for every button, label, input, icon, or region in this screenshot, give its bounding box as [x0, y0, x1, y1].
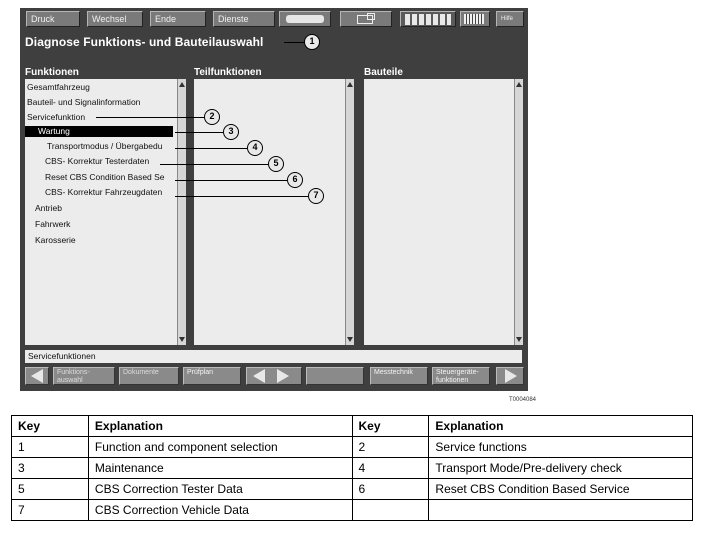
- functions-header: Funktionen: [25, 67, 79, 78]
- measurement-button[interactable]: Messtechnik: [370, 367, 428, 385]
- signal-strength-button[interactable]: [400, 11, 456, 27]
- table-cell: 1: [12, 437, 89, 458]
- scroll-up-icon[interactable]: [179, 82, 185, 87]
- legend-table: [11, 415, 693, 521]
- table-header-cell: Explanation: [429, 416, 693, 437]
- test-plan-button[interactable]: Prüfplan: [183, 367, 241, 385]
- subfunctions-header: Teilfunktionen: [194, 67, 262, 78]
- list-item[interactable]: Reset CBS Condition Based Se: [45, 172, 165, 182]
- services-button[interactable]: Dienste: [213, 11, 275, 27]
- scroll-up-icon[interactable]: [516, 82, 522, 87]
- callout-5: 5: [268, 156, 284, 172]
- table-cell: 7: [12, 500, 89, 521]
- scroll-down-icon[interactable]: [179, 337, 185, 342]
- battery-icon: [286, 15, 324, 23]
- table-cell: [429, 500, 693, 521]
- callout-7: 7: [308, 188, 324, 204]
- table-cell: Transport Mode/Pre-delivery check: [429, 458, 693, 479]
- memory-button[interactable]: [460, 11, 490, 27]
- table-header-cell: Key: [352, 416, 429, 437]
- table-cell: Service functions: [429, 437, 693, 458]
- connection-button[interactable]: [340, 11, 392, 27]
- table-cell: 2: [352, 437, 429, 458]
- arrow-right-icon: [505, 369, 517, 383]
- scroll-down-icon[interactable]: [347, 337, 353, 342]
- table-row: [12, 458, 693, 479]
- forward-button[interactable]: [496, 367, 524, 385]
- list-item-selected[interactable]: Wartung: [25, 126, 173, 137]
- table-cell: CBS Correction Tester Data: [88, 479, 352, 500]
- callout-line-5: [160, 164, 268, 165]
- list-item[interactable]: Antrieb: [35, 203, 62, 213]
- monitor-icon: [367, 13, 375, 20]
- memory-icon: [464, 14, 484, 24]
- callout-line-3: [175, 132, 223, 133]
- subfunctions-scrollbar[interactable]: [345, 79, 354, 345]
- callout-line-4: [175, 148, 247, 149]
- image-reference: T0004084: [509, 397, 537, 403]
- arrow-left-icon: [253, 369, 265, 383]
- back-button[interactable]: [25, 367, 49, 385]
- print-button[interactable]: Druck: [26, 11, 80, 27]
- navigation-arrows-button[interactable]: [246, 367, 302, 385]
- table-cell: 3: [12, 458, 89, 479]
- table-cell: Function and component selection: [88, 437, 352, 458]
- list-item[interactable]: CBS- Korrektur Fahrzeugdaten: [45, 187, 163, 197]
- list-item[interactable]: Transportmodus / Übergabedu: [47, 141, 163, 151]
- table-cell: 5: [12, 479, 89, 500]
- callout-line-1: [284, 42, 304, 43]
- list-item[interactable]: Fahrwerk: [35, 219, 71, 229]
- components-header: Bauteile: [364, 67, 403, 78]
- table-cell: 6: [352, 479, 429, 500]
- table-cell: CBS Correction Vehicle Data: [88, 500, 352, 521]
- control-unit-functions-button[interactable]: Steuergeräte-funktionen: [432, 367, 490, 385]
- components-scrollbar[interactable]: [514, 79, 523, 345]
- list-item[interactable]: Karosserie: [35, 235, 76, 245]
- list-item[interactable]: Gesamtfahrzeug: [27, 82, 90, 92]
- end-button[interactable]: Ende: [150, 11, 206, 27]
- scroll-down-icon[interactable]: [516, 337, 522, 342]
- callout-line-2: [96, 117, 204, 118]
- callout-6: 6: [287, 172, 303, 188]
- functions-scrollbar[interactable]: [177, 79, 186, 345]
- table-cell: 4: [352, 458, 429, 479]
- table-cell: Reset CBS Condition Based Service: [429, 479, 693, 500]
- empty-function-button[interactable]: [306, 367, 364, 385]
- functions-list[interactable]: [25, 79, 177, 345]
- list-item[interactable]: Servicefunktion: [27, 112, 86, 122]
- table-header-cell: Key: [12, 416, 89, 437]
- table-cell: Maintenance: [88, 458, 352, 479]
- signal-icon: [405, 14, 451, 25]
- documents-button[interactable]: Dokumente: [119, 367, 179, 385]
- arrow-right-icon: [277, 369, 289, 383]
- help-button[interactable]: Hilfe: [496, 11, 524, 27]
- function-selection-button[interactable]: Funktions-auswahl: [53, 367, 115, 385]
- table-row: [12, 500, 693, 521]
- components-list[interactable]: [364, 79, 514, 345]
- table-row: [12, 479, 693, 500]
- table-header-cell: Explanation: [88, 416, 352, 437]
- scroll-up-icon[interactable]: [347, 82, 353, 87]
- callout-2: 2: [204, 109, 220, 125]
- arrow-left-icon: [31, 369, 43, 383]
- callout-4: 4: [247, 140, 263, 156]
- table-row: [12, 437, 693, 458]
- callout-line-7: [175, 196, 308, 197]
- page-title: Diagnose Funktions- und Bauteilauswahl: [25, 35, 264, 49]
- diagnosis-screen: [20, 8, 528, 391]
- status-bar: Servicefunktionen: [25, 350, 522, 363]
- table-cell: [352, 500, 429, 521]
- battery-indicator-button[interactable]: [279, 11, 331, 27]
- callout-1: 1: [304, 34, 320, 50]
- callout-3: 3: [223, 124, 239, 140]
- list-item[interactable]: Bauteil- und Signalinformation: [27, 97, 141, 107]
- callout-line-6: [175, 180, 287, 181]
- list-item[interactable]: CBS- Korrektur Testerdaten: [45, 156, 150, 166]
- table-header-row: [12, 416, 693, 437]
- switch-button[interactable]: Wechsel: [87, 11, 143, 27]
